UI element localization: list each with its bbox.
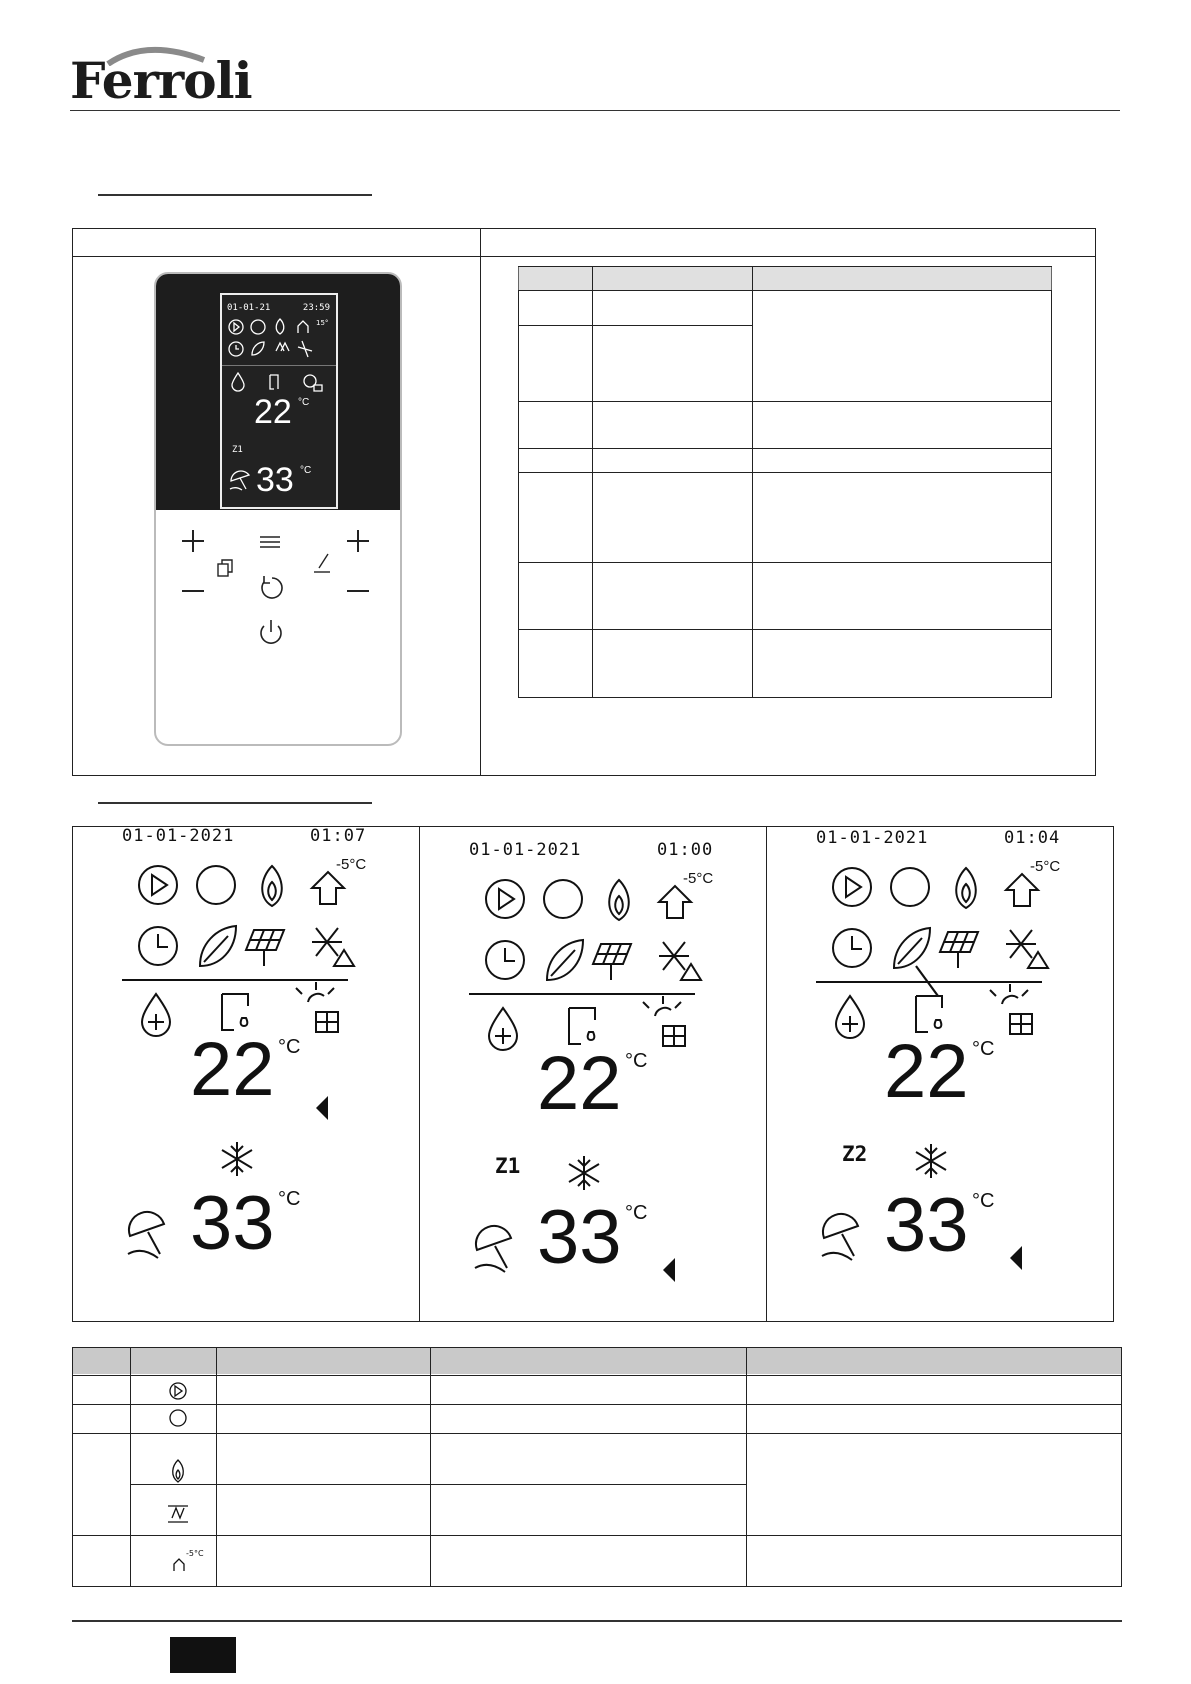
pump-icon	[170, 1410, 186, 1426]
leaf-icon	[894, 928, 930, 968]
sun-heating-icon	[643, 996, 685, 1046]
lcd-divider	[222, 365, 336, 366]
outdoor-temp-icon	[174, 1559, 184, 1571]
screen-date: 01-01-2021	[816, 828, 929, 848]
display-screen	[766, 828, 1112, 1308]
keys-table-row-rule	[518, 325, 752, 326]
house-icon	[1006, 874, 1038, 906]
room-temp-unit: °C	[278, 1036, 301, 1058]
snowflake-icon	[916, 1144, 946, 1178]
defrost-warning-icon	[659, 942, 701, 980]
pump-play-icon	[170, 1383, 186, 1399]
plus-left-button	[182, 530, 204, 552]
selection-pointer	[316, 1096, 328, 1120]
icon-table-rule	[72, 1404, 1122, 1405]
lcd-water-unit: °C	[300, 465, 312, 476]
keys-table-row-rule	[518, 448, 1052, 449]
room-temp-unit: °C	[625, 1050, 648, 1072]
copy-icon	[218, 560, 232, 576]
dhw-tap-icon	[222, 994, 248, 1030]
header-rule	[70, 110, 1120, 111]
water-temp-unit: °C	[972, 1190, 995, 1212]
screen-date: 01-01-2021	[122, 826, 235, 846]
screen-outdoor-temp: -5°C	[1030, 858, 1061, 875]
icon-table-col-rule	[130, 1347, 131, 1587]
pump-icon	[891, 868, 929, 906]
menu-button	[260, 537, 280, 547]
keys-table-col-rule	[752, 266, 753, 698]
screen-time: 01:04	[1004, 828, 1061, 848]
flame-icon	[609, 880, 629, 920]
sun-heating-icon	[990, 984, 1032, 1034]
lcd-time: 23:59	[302, 303, 330, 313]
keys-table	[518, 266, 1052, 698]
screen-time: 01:00	[657, 840, 714, 860]
icon-table-rule	[72, 1375, 1122, 1376]
water-temp: 33	[884, 1183, 969, 1268]
solar-panel-icon	[246, 930, 284, 966]
clock-icon	[833, 929, 871, 967]
snowflake-icon	[222, 1142, 252, 1176]
controller-table-divider	[480, 228, 481, 776]
screen-time: 01:07	[310, 826, 367, 846]
screen-outdoor-temp: -5°C	[683, 870, 714, 887]
screen-date: 01-01-2021	[469, 840, 582, 860]
water-temp-unit: °C	[625, 1202, 648, 1224]
icon-table-rule	[72, 1433, 1122, 1434]
drop-plus-icon	[836, 996, 864, 1038]
zone-label: Z1	[495, 1154, 521, 1178]
lcd-status-icons	[226, 317, 332, 361]
keys-table-row-rule	[518, 562, 1052, 563]
power-button	[261, 620, 281, 643]
lcd-date: 01-01-21	[227, 303, 271, 313]
umbrella-icon	[475, 1226, 511, 1272]
edit-icon	[314, 554, 330, 572]
ferroli-logo	[70, 44, 252, 116]
icon-table-header	[73, 1348, 1121, 1374]
keys-table-row-rule	[518, 472, 1052, 473]
snowflake-icon	[569, 1156, 599, 1190]
page-number-box	[170, 1637, 236, 1673]
keys-table-row-rule	[518, 401, 1052, 402]
icon-table-icons	[162, 1380, 222, 1580]
flame-icon	[262, 866, 282, 906]
house-icon	[312, 872, 344, 904]
leaf-icon	[547, 940, 583, 980]
umbrella-icon	[822, 1214, 858, 1260]
dhw-tap-icon	[916, 966, 942, 1032]
icon-table	[72, 1347, 1122, 1587]
controller-lcd	[220, 293, 338, 509]
flame-icon	[173, 1460, 184, 1482]
lcd-zone: Z1	[232, 445, 243, 455]
keys-table-row-rule	[518, 629, 1052, 630]
drop-plus-icon	[142, 994, 170, 1036]
heater-icon	[168, 1506, 188, 1522]
icon-table-rule	[72, 1535, 1122, 1536]
lcd-water-temp: 33	[256, 461, 294, 499]
icon-table-col-rule	[746, 1347, 747, 1587]
lcd-umbrella-icon	[228, 469, 254, 493]
flame-icon	[956, 868, 976, 908]
room-temp-unit: °C	[972, 1038, 995, 1060]
umbrella-icon	[128, 1212, 164, 1258]
icon-table-col-rule	[430, 1347, 431, 1587]
solar-panel-icon	[940, 932, 978, 968]
pump-icon	[544, 880, 582, 918]
keys-table-row-rule	[518, 290, 1052, 291]
solar-panel-icon	[593, 944, 631, 980]
icon-table-rule	[130, 1484, 746, 1485]
controller-table-header-rule	[72, 256, 1096, 257]
keys-table-header-bg	[518, 267, 1052, 290]
keys-table-col-rule	[592, 266, 593, 698]
selection-pointer	[1010, 1246, 1022, 1270]
pump-icon	[197, 866, 235, 904]
lcd-room-temp: 22	[254, 393, 292, 431]
room-temp: 22	[884, 1029, 969, 1114]
pump-play-icon	[486, 880, 524, 918]
leaf-icon	[200, 926, 236, 966]
lcd-room-unit: °C	[298, 397, 310, 408]
brand-name: Ferroli	[70, 51, 252, 110]
dhw-tap-icon	[569, 1008, 595, 1044]
drop-plus-icon	[489, 1008, 517, 1050]
controller-keypad	[156, 510, 400, 744]
lcd-outdoor: 15°	[316, 319, 329, 327]
house-icon	[659, 886, 691, 918]
screen-outdoor-temp: -5°C	[336, 856, 367, 873]
water-temp-unit: °C	[278, 1188, 301, 1210]
water-temp: 33	[537, 1195, 622, 1280]
lcd-mode-icons	[230, 371, 330, 393]
selection-pointer	[663, 1258, 675, 1282]
footer-rule	[72, 1620, 1122, 1622]
refresh-button	[262, 576, 282, 598]
section-heading-rule	[98, 194, 372, 196]
plus-right-button	[347, 530, 369, 552]
room-temp: 22	[537, 1041, 622, 1126]
room-temp: 22	[190, 1027, 275, 1112]
pump-play-icon	[139, 866, 177, 904]
clock-icon	[139, 927, 177, 965]
sun-heating-icon	[296, 982, 338, 1032]
clock-icon	[486, 941, 524, 979]
display-screen	[419, 840, 765, 1320]
outdoor-temp-label: -5°C	[186, 1549, 204, 1558]
section-heading-rule	[98, 802, 372, 804]
defrost-warning-icon	[312, 928, 354, 966]
pump-play-icon	[833, 868, 871, 906]
water-temp: 33	[190, 1181, 275, 1266]
display-screen	[72, 826, 418, 1306]
zone-label: Z2	[842, 1142, 868, 1166]
defrost-warning-icon	[1006, 930, 1048, 968]
controller-device	[154, 272, 402, 746]
